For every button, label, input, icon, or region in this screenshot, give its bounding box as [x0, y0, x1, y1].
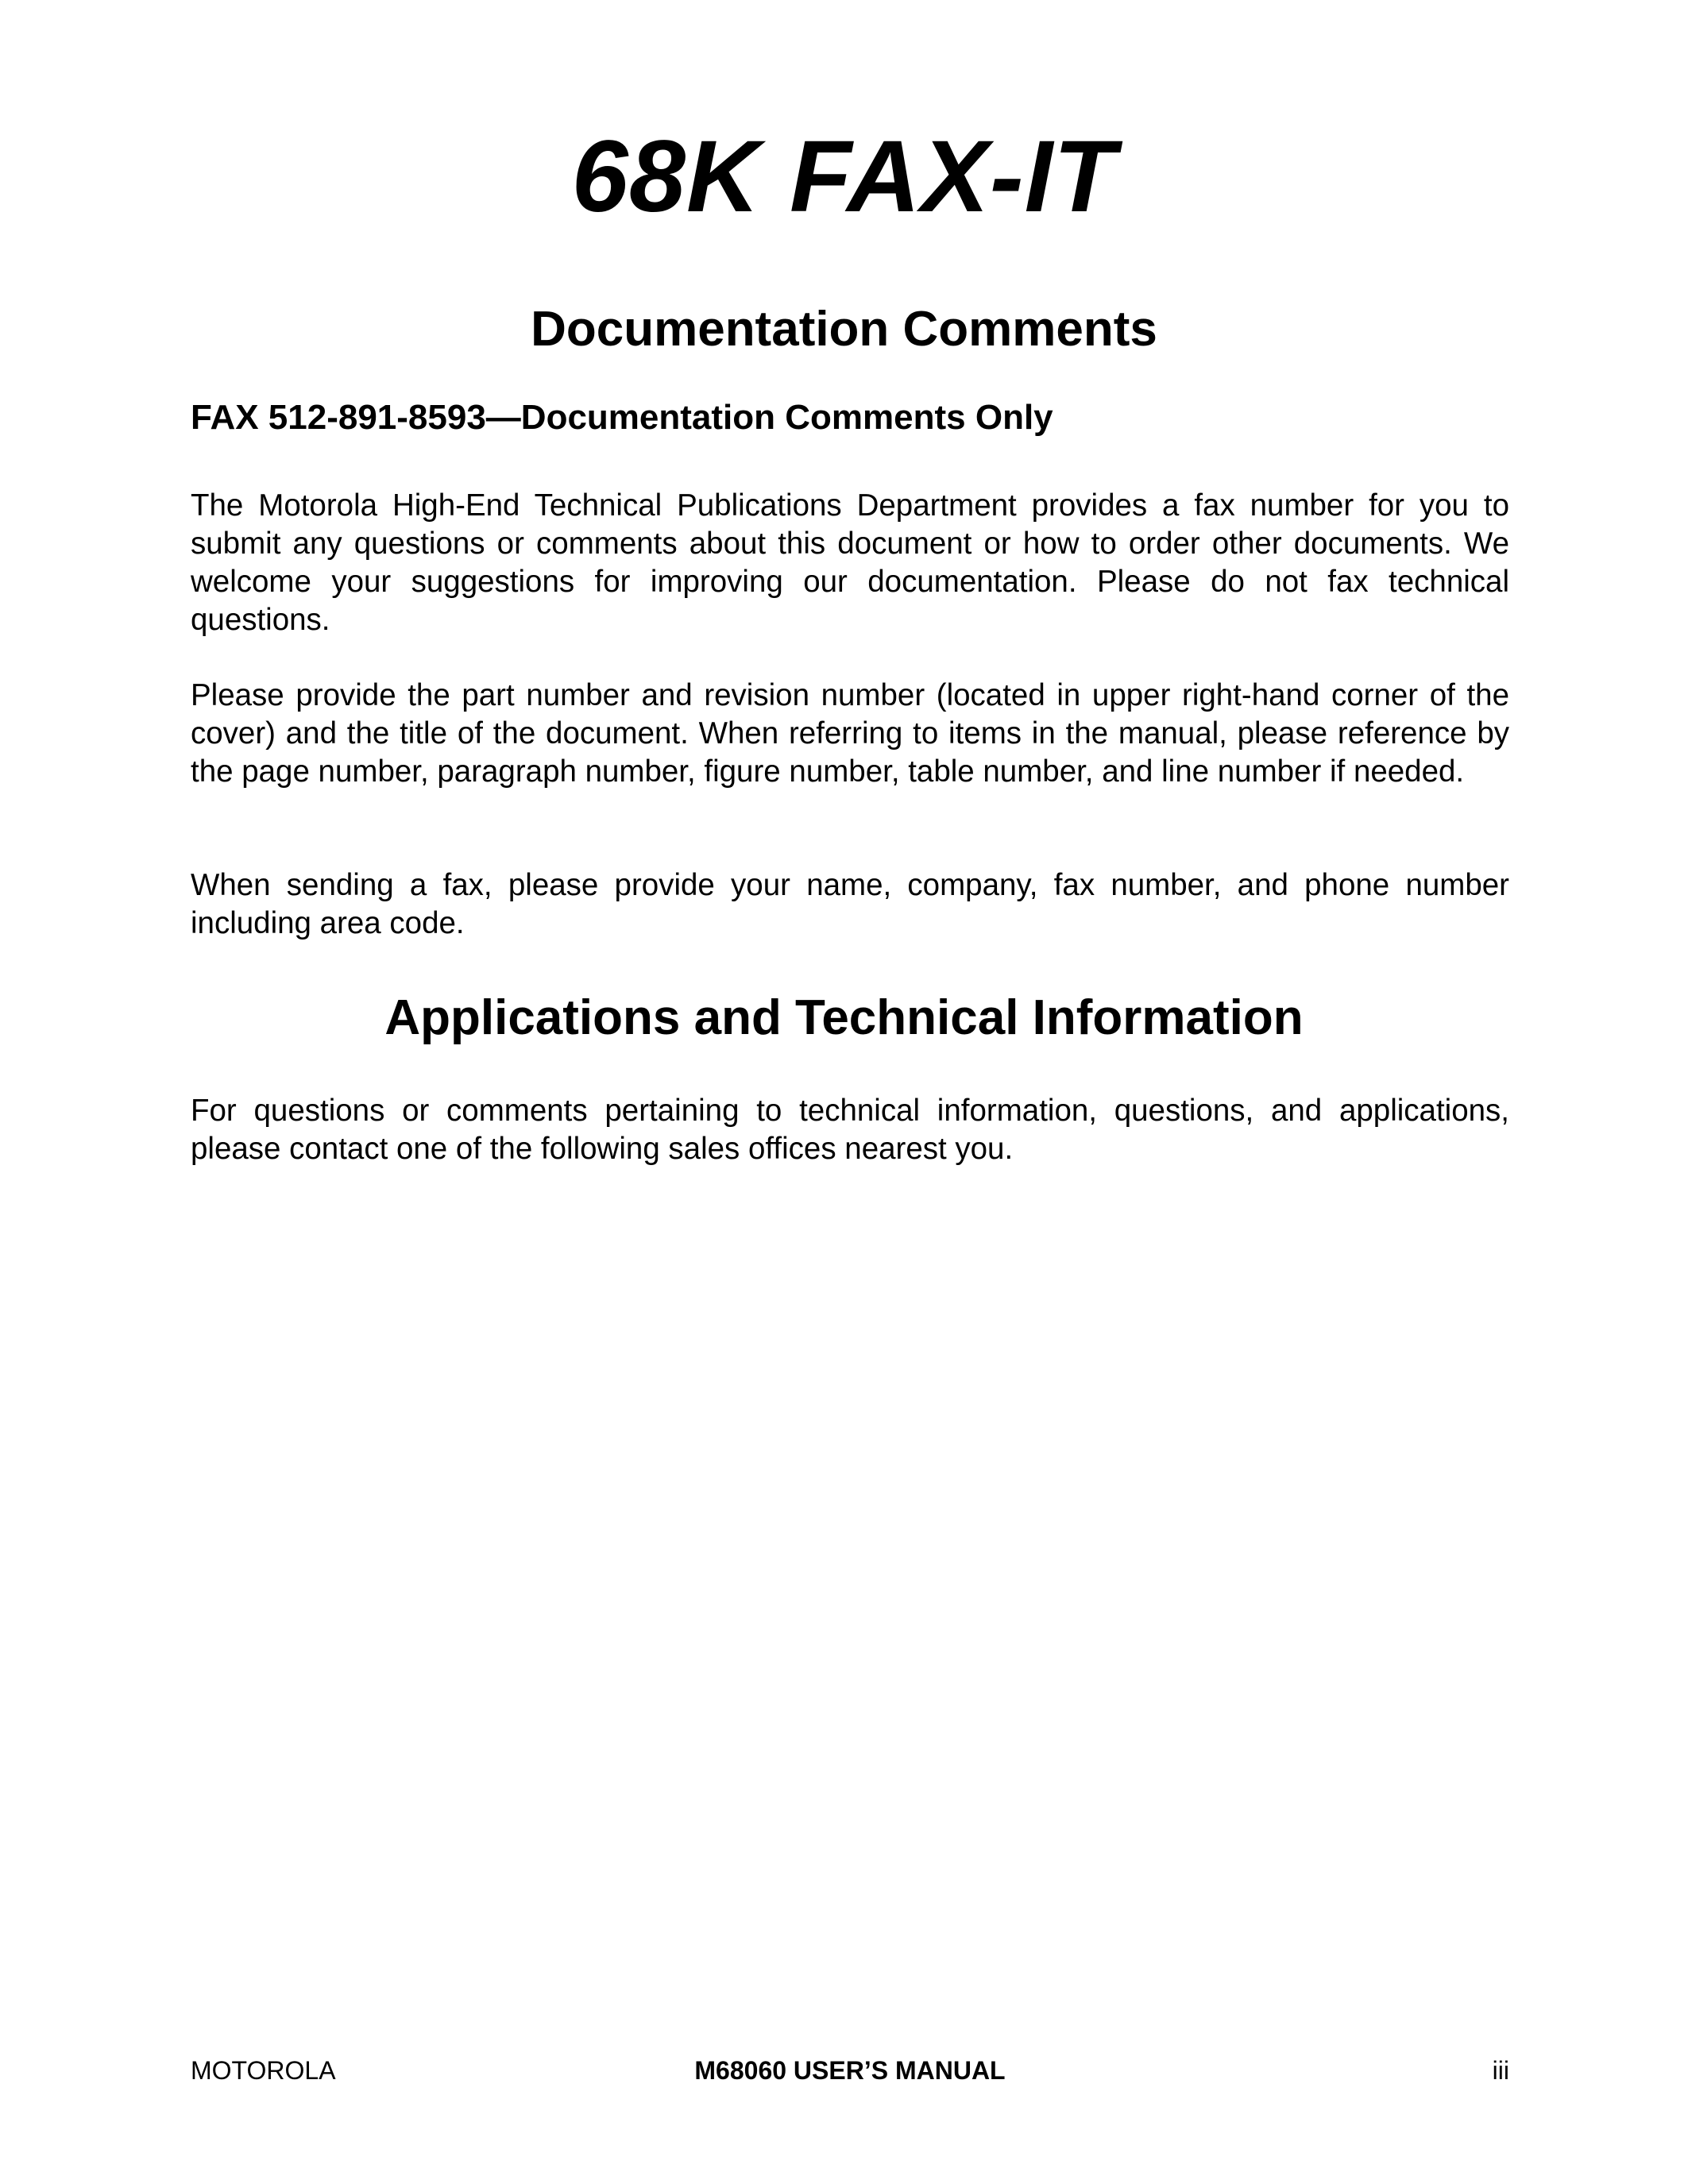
fax-number-subheading: FAX 512-891-8593—Documentation Comments Only [191, 398, 1053, 437]
paragraph-fax-contact-info: When sending a fax, please provide your name, company, fax number, and phone number including area code. [191, 868, 1509, 940]
documentation-comments-heading: Documentation Comments [531, 302, 1157, 357]
footer-manual-title: M68060 USER’S MANUAL [694, 2056, 1006, 2085]
paragraph-part-number: Please provide the part number and revision number (located in upper right-hand corner of the cover) and the title of the document. When referring to items in the manual, please reference by the page number, paragraph number, figure number, table number, and line number if needed. [191, 678, 1509, 789]
page-title: 68K FAX-IT [571, 120, 1117, 233]
applications-heading: Applications and Technical Information [384, 990, 1304, 1045]
paragraph-fax-purpose: The Motorola High-End Technical Publications Department provides a fax number for you to submit any questions or comments about this document or how to order other documents. We welcome your suggestions for improving our documentation. Please do not fax technical questions. [191, 488, 1509, 637]
footer-company: MOTOROLA [191, 2056, 336, 2085]
footer-page-number: iii [1492, 2056, 1509, 2085]
paragraph-sales-offices: For questions or comments pertaining to technical information, questions, and applications, please contact one of the following sales offices nearest you. [191, 1094, 1509, 1166]
page-footer [191, 2053, 1509, 2088]
